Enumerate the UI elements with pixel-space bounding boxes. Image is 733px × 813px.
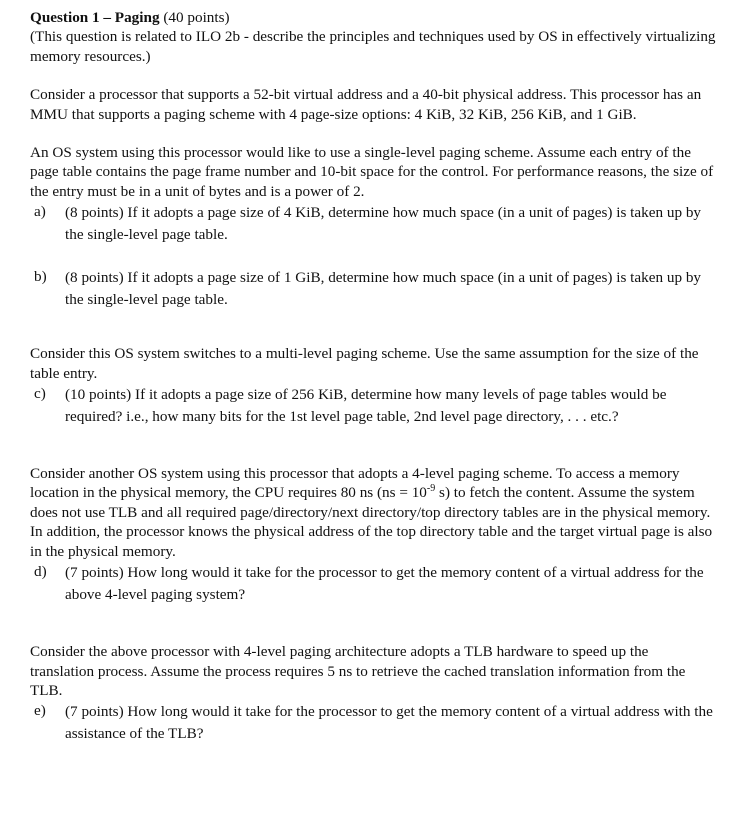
four-level-text-end: s) to fetch the content. Assume the system does not use TLB and all required page/directory/next directory/top directory tables are in the physical memory. In addition, the processor knows the physical address of the top directory table and the target virtual page is also in the physical memory. <box>30 484 713 560</box>
question-b-text: (8 points) If it adopts a page size of 1 GiB, determine how much space (in a unit of pages) is taken up by the single-level page table. <box>65 269 702 309</box>
question-title-bold: Question 1 – Paging <box>30 9 160 26</box>
single-level-paragraph: An OS system using this processor would like to use a single-level paging scheme. Assume each entry of the page table contains the page frame number and 10-bit space for the control. For performance reasons, the size of the entry must be in a unit of bytes and is a power of 2. <box>30 144 714 200</box>
question-c <box>30 384 716 428</box>
four-level-text-start: Consider another OS system using this processor that adopts a 4-level paging scheme. To access a memory location in the physical memory, the CPU requires 80 ns (ns = 10 <box>30 465 680 502</box>
question-c-text: (10 points) If it adopts a page size of 256 KiB, determine how many levels of page tables would be required? i.e., how many bits for the 1st level page table, 2nd level page directory, . . . etc.? <box>65 386 667 426</box>
question-a-text: (8 points) If it adopts a page size of 4 KiB, determine how much space (in a unit of pages) is taken up by the single-level page table. <box>65 204 702 244</box>
multi-level-paragraph: Consider this OS system switches to a multi-level paging scheme. Use the same assumption for the size of the table entry. <box>30 345 699 382</box>
question-title <box>30 8 716 27</box>
question-d-text: (7 points) How long would it take for the processor to get the memory content of a virtual address for the above 4-level paging system? <box>65 564 704 604</box>
question-d <box>30 562 716 606</box>
question-b-label: b) <box>34 268 47 286</box>
question-d-label: d) <box>34 563 47 581</box>
tlb-paragraph: Consider the above processor with 4-level paging architecture adopts a TLB hardware to speed up the translation process. Assume the process requires 5 ns to retrieve the cached translation information from the TLB. <box>30 643 686 699</box>
question-a-label: a) <box>34 203 46 221</box>
exponent: -9 <box>426 483 436 495</box>
question-points: (40 points) <box>159 9 230 26</box>
question-e-text: (7 points) How long would it take for the processor to get the memory content of a virtual address with the assistance of the TLB? <box>65 703 713 743</box>
question-e <box>30 701 716 745</box>
question-e-label: e) <box>34 702 46 720</box>
question-a <box>30 202 716 246</box>
four-level-paragraph <box>30 464 716 561</box>
question-b <box>30 267 716 311</box>
question-document <box>30 8 716 745</box>
ilo-note: (This question is related to ILO 2b - describe the principles and techniques used by OS in effectively virtualizing memory resources.) <box>30 28 716 65</box>
question-c-label: c) <box>34 385 46 403</box>
intro-paragraph: Consider a processor that supports a 52-bit virtual address and a 40-bit physical address. This processor has an MMU that supports a paging scheme with 4 page-size options: 4 KiB, 32 KiB, 256 KiB, and 1 GiB. <box>30 86 702 123</box>
